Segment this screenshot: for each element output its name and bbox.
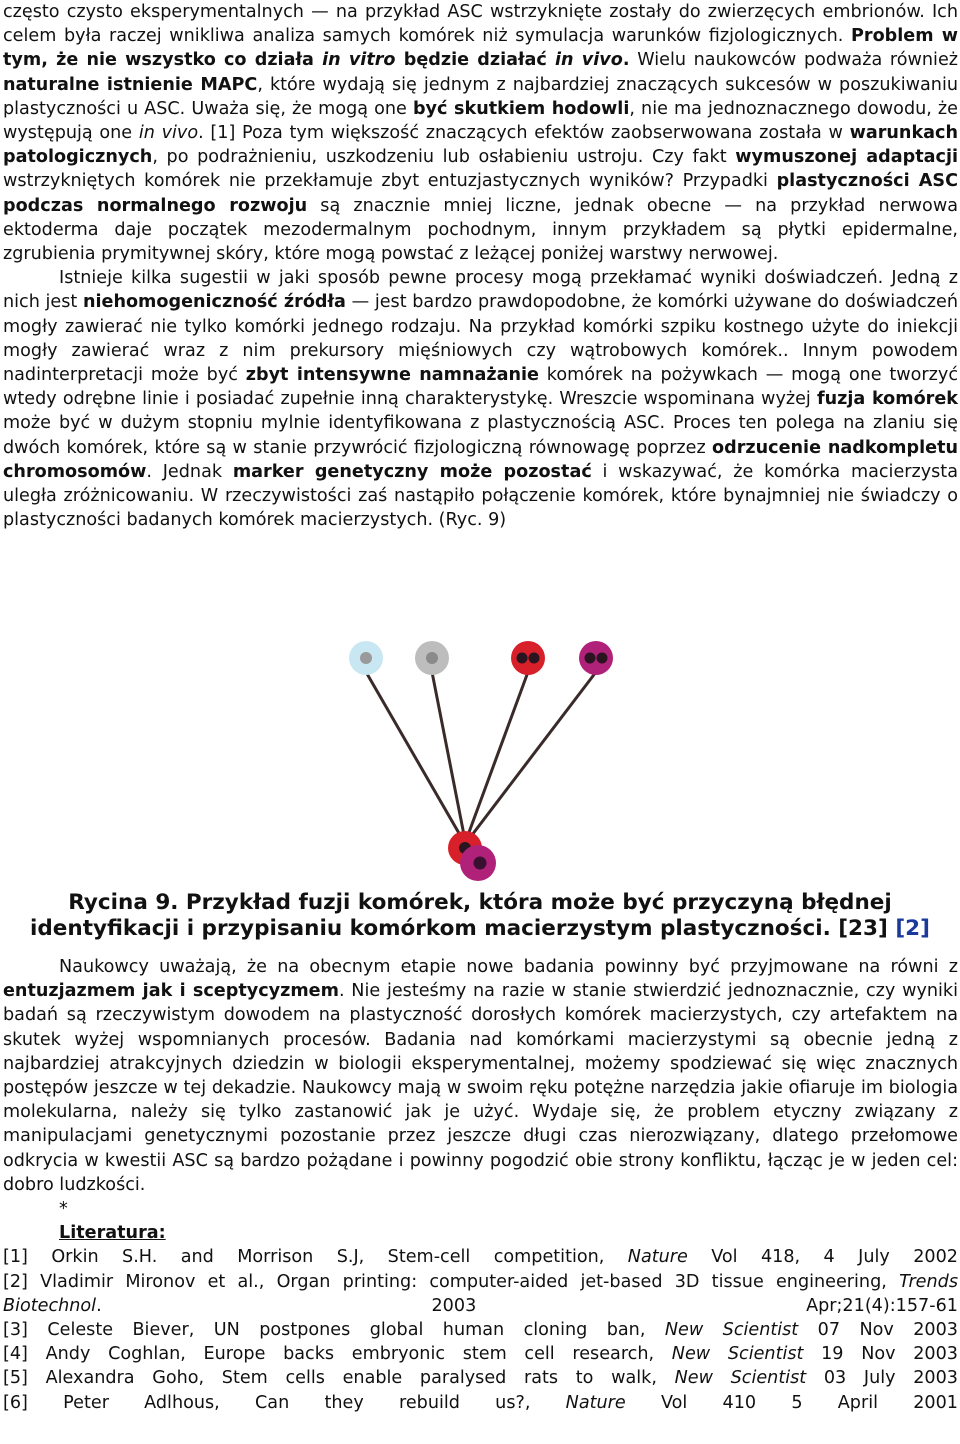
reference-text: [4] Andy Coghlan, Europe backs embryonic stem cell research, <box>3 1344 672 1365</box>
lineage-lines <box>366 672 596 835</box>
bold-text: będzie działać <box>395 50 556 71</box>
cell-nucleus <box>529 653 540 664</box>
reference-journal: New Scientist <box>671 1344 804 1365</box>
text-span: są znacznie mniej liczne, jednak obecne — na przykład nerwowa ektoderma daje początek mezodermalnym pochodnym, innym przykładem są płytki epidermalne, zgrubienia prymitywnej skóry, które mogą powstać z leżącej poniżej warstwy nerwowej. <box>3 195 958 265</box>
cell-magenta <box>579 641 613 675</box>
reference-text: [1] Orkin S.H. and Morrison S.J, Stem-cell competition, <box>3 1247 628 1268</box>
bold-text: zbyt intensywne namnażanie <box>245 365 539 386</box>
cell-grey <box>415 641 449 675</box>
bold-text: marker genetyczny może pozostać <box>232 461 592 482</box>
bold-text: naturalne istnienie MAPC <box>3 74 258 95</box>
bold-text: wymuszonej adaptacji <box>735 147 959 168</box>
text-span: często czysto eksperymentalnych — na przykład ASC wstrzyknięte zostały do zwierzęcych embrionów. Ich celem była raczej wnikliwa analiza samych komórek niż symulacja warunków fizjologicznych. <box>3 2 958 47</box>
cell-body <box>579 641 613 675</box>
bold-text: warunkach patologicznych <box>3 123 958 168</box>
reference-journal: Nature <box>565 1392 626 1413</box>
text-span: . [1] Poza tym większość znaczących efektów zaobserwowana została w <box>198 123 850 144</box>
reference-journal: New Scientist <box>664 1320 799 1341</box>
cell-nucleus <box>474 857 487 870</box>
reference-text: 03 July 2003 <box>806 1368 958 1389</box>
reference-journal: Trends Biotechnol <box>3 1271 958 1316</box>
caption-line: Rycina 9. Przykład fuzji komórek, która może być przyczyną błędnej <box>68 890 892 915</box>
text-span: , nie ma jednoznacznego dowodu, że występują one <box>3 98 958 144</box>
text-span: Istnieje kilka sugestii w jaki sposób pewne procesy mogą przekłamać wyniki doświadczeń. Jedną z nich jest <box>3 268 958 313</box>
italic-text: in vivo <box>138 123 199 144</box>
text-span: może być w dużym stopniu mylnie identyfikowana z plastycznością ASC. Proces ten polega na zlaniu się dwóch komórek, które są w stanie przywrócić fizjologiczną równowagę poprzez <box>3 413 958 458</box>
text-span: wstrzykniętych komórek nie przekłamuje zbyt entuzjastycznych wyników? Przypadki <box>3 171 777 192</box>
fused-cells <box>448 831 496 881</box>
cell-nucleus <box>517 653 528 664</box>
italic-text: in vivo <box>555 50 623 71</box>
reference-item <box>3 1342 958 1366</box>
bold-text: odrzucenie nadkompletu chromosomów <box>3 437 958 482</box>
cell-nucleus <box>585 653 596 664</box>
text-span: Wielu naukowców podważa również <box>629 50 959 71</box>
reference-text: Vol 410 5 April 2001 <box>625 1392 959 1413</box>
text-span: , po podrażnieniu, uszkodzeniu lub osłabieniu ustroju. Czy fakt <box>152 147 736 168</box>
reference-text: [5] Alexandra Goho, Stem cells enable paralysed rats to walk, <box>3 1368 675 1389</box>
cell-nucleus <box>360 652 372 664</box>
document-page <box>3 0 958 532</box>
lineage-line <box>472 672 596 835</box>
reference-text: [2] Vladimir Mironov et al., Organ printing: computer-aided jet-based 3D tissue engineering, <box>3 1271 900 1292</box>
lineage-line <box>432 672 464 835</box>
reference-text: Vol 418, 4 July 2002 <box>687 1247 958 1268</box>
reference-text: [3] Celeste Biever, UN postpones global human cloning ban, <box>3 1320 665 1341</box>
text-span: , które wydają się jednym z najbardziej znaczących sukcesów w poszukiwaniu plastyczności u ASC. Uważa się, że mogą one <box>3 74 958 119</box>
caption-reference-link[interactable]: [2] <box>895 916 930 941</box>
reference-text: . 2003 Apr;21(4):157-61 <box>96 1295 958 1316</box>
cell-body <box>511 641 545 675</box>
lineage-line <box>468 672 528 835</box>
reference-journal: New Scientist <box>674 1368 807 1389</box>
reference-journal: Nature <box>627 1247 688 1268</box>
bold-text: entuzjazmem jak i sceptycyzmem <box>3 981 339 1002</box>
cell-red <box>511 641 545 675</box>
bold-text: być skutkiem hodowli <box>412 98 630 119</box>
paragraph-2 <box>3 266 958 532</box>
reference-item <box>3 1391 958 1415</box>
cell-light-blue <box>349 641 383 675</box>
text-span: . Jednak <box>146 461 233 482</box>
text-span: Naukowcy uważają, że na obecnym etapie nowe badania powinny być przyjmowane na równi z <box>59 957 958 977</box>
lineage-line <box>366 672 460 835</box>
text-span: komórek na pożywkach — mogą one tworzyć wtedy odrębne linie i posiadać zupełnie inną charakterystykę. Wreszcie wspominana wyżej <box>3 365 958 410</box>
reference-text: [6] Peter Adlhous, Can they rebuild us?, <box>3 1392 566 1413</box>
cell-nucleus <box>426 652 438 664</box>
bold-text: fuzja komórek <box>816 389 958 410</box>
document-section-2 <box>3 955 958 1415</box>
reference-list <box>3 1245 958 1414</box>
italic-text: in vitro <box>322 50 396 71</box>
reference-item <box>3 1318 958 1342</box>
caption-line: identyfikacji i przypisaniu komórkom macierzystym plastyczności. [23] <box>30 916 888 941</box>
bold-text: . <box>622 50 630 71</box>
paragraph-3 <box>3 955 958 1197</box>
bold-text: plastyczności ASC podczas normalnego rozwoju <box>3 171 958 216</box>
reference-item <box>3 1245 958 1269</box>
cell-fusion-figure <box>0 630 960 888</box>
reference-text: 19 Nov 2003 <box>803 1344 958 1365</box>
figure-caption <box>0 890 960 942</box>
reference-item <box>3 1366 958 1390</box>
text-span: . Nie jesteśmy na razie w stanie stwierdzić jednoznacznie, czy wyniki badań są rzeczywistym dowodem na plastyczność dorosłych komórek macierzystych, czy artefaktem na skutek wyżej wspomnianych procesów. Badania nad komórkami macierzystymi są obecnie jedną z najbardziej atrakcyjnych dziedzin w biologii eksperymentalnej, możemy spodziewać się więc znacznych postępów jeszcze w tej dekadzie. Naukowcy mają w swoim ręku potężne narzędzia jakie ofiaruje im biologia molekularna, należy się tylko zastanowić jak je użyć. Wydaje się, że problem etyczny związany z manipulacjami genetycznymi pozostanie przez jeszcze długi czas nierozwiązany, dlatego przełomowe odkrycia w kwestii ASC są bardzo pożądane i powinny pogodzić obie strony konfliktu, łącząc je w jeden cel: dobro ludzkości. <box>3 981 958 1195</box>
separator-asterisk: * <box>59 1199 68 1220</box>
text-span: i wskazywać, że komórka macierzysta uległa zróżnicowaniu. W rzeczywistości zaś nastąpiło połączenie komórek, które bynajmniej nie świadczy o plastyczności badanych komórek macierzystych. (Ryc. 9) <box>3 461 958 531</box>
text-span: — jest bardzo prawdopodobne, że komórki używane do doświadczeń mogły zawierać nie tylko komórki jednego rodzaju. Na przykład komórki szpiku kostnego użyte do iniekcji mogły zawierać wraz z nim prekursory mięśniowych czy wątrobowych komórek.. Innym powodem nadinterpretacji może być <box>3 292 959 386</box>
cell-nucleus <box>597 653 608 664</box>
bold-text: niehomogeniczność źródła <box>82 292 346 313</box>
paragraph-1 <box>3 0 958 266</box>
bold-text: Problem w tym, że nie wszystko co działa <box>3 26 958 71</box>
reference-text: 07 Nov 2003 <box>798 1320 958 1341</box>
reference-item <box>3 1270 958 1318</box>
literature-heading: Literatura: <box>59 1223 166 1244</box>
